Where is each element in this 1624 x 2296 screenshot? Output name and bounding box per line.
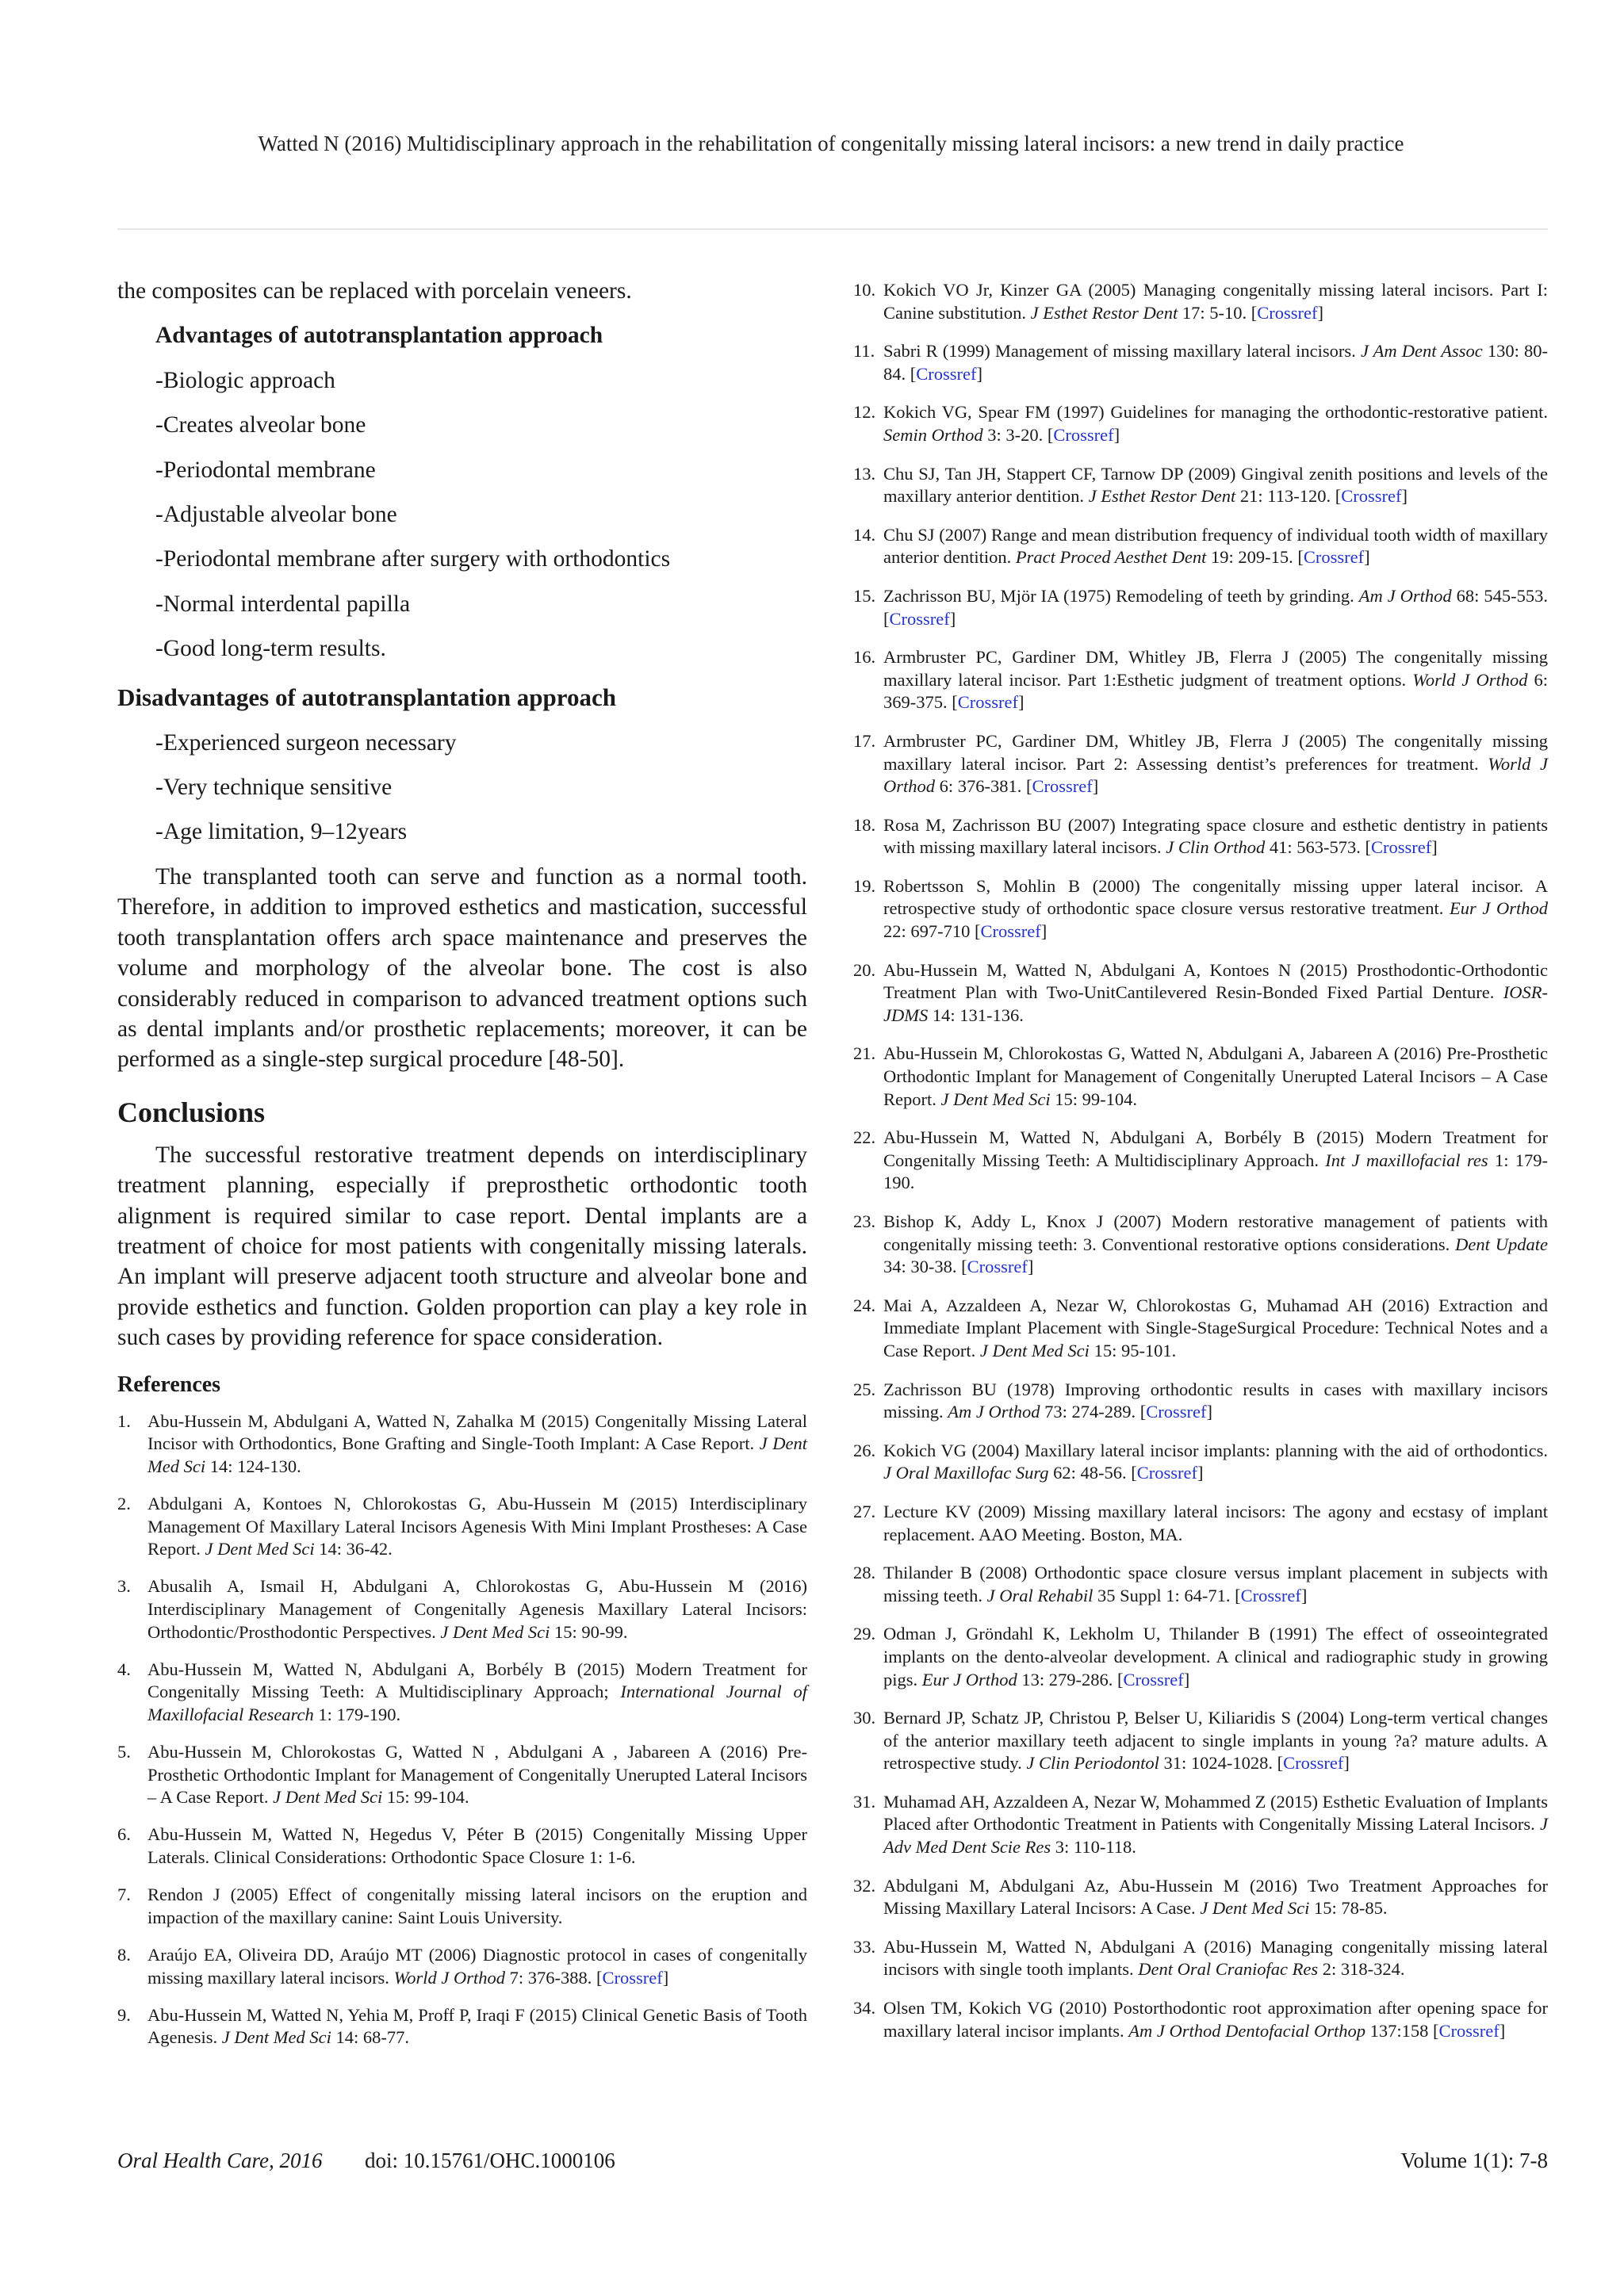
reference-item <box>853 1295 1548 1363</box>
reference-number: 15. <box>853 585 876 606</box>
reference-journal: International Journal of Maxillofacial Research <box>147 1682 808 1724</box>
reference-item <box>853 1997 1548 2042</box>
reference-item <box>853 279 1548 324</box>
reference-citation: Abdulgani A, Kontoes N, Chlorokostas G, Abu-Hussein M (2015) Interdisciplinary Management Of Maxillary Lateral Incisors Agenesis With Mini Implant Prostheses: A Case Report. <box>147 1493 807 1559</box>
reference-text <box>883 1127 1548 1195</box>
reference-journal: J Oral Maxillofac Surg <box>883 1463 1049 1483</box>
reference-number: 10. <box>853 280 876 300</box>
reference-item <box>853 814 1548 859</box>
disadvantages-item: -Age limitation, 9–12years <box>155 819 408 845</box>
reference-volume-pages: 68: 545-553. <box>1456 585 1549 606</box>
footer-volume: Volume 1(1): 7-8 <box>1400 2149 1548 2172</box>
left-column <box>117 276 807 2064</box>
reference-text <box>883 959 1548 1027</box>
reference-volume-pages: 41: 563-573. <box>1269 837 1361 858</box>
reference-citation: Mai A, Azzaldeen A, Nezar W, Chlorokostas G, Muhamad AH (2016) Extraction and Immediate Implant Placement with Single-StageSurgical Procedure: Technical Notes and a Case Report. <box>883 1295 1548 1360</box>
crossref-link[interactable]: Crossref <box>1283 1753 1344 1774</box>
reference-volume-pages: 15: 78-85. <box>1314 1898 1388 1919</box>
reference-text <box>147 2004 807 2049</box>
advantages-item: -Normal interdental papilla <box>155 591 411 617</box>
reference-item <box>853 1127 1548 1195</box>
crossref-link[interactable]: Crossref <box>889 608 950 629</box>
reference-journal: World J Orthod <box>883 753 1549 797</box>
reference-text: Chu SJ, Tan JH, Stappert CF, Tarnow DP (2009) Gingival zenith positions and levels of the maxillary anterior dentition. J Esthet Restor Dent 21: 113-120. [Crossref] <box>883 463 1548 507</box>
reference-journal: Eur J Orthod <box>1450 898 1548 919</box>
reference-citation: Sabri R (1999) Management of missing maxillary lateral incisors. <box>883 341 1356 362</box>
reference-item <box>853 1707 1548 1775</box>
reference-citation: Armbruster PC, Gardiner DM, Whitley JB, Flerra J (2005) The congenitally missing maxillary lateral incisor. Part 2: Assessing dentist’s preferences for treatment. <box>883 730 1548 774</box>
references-list-right <box>853 279 1548 2042</box>
reference-journal: J Dent Med Sci <box>147 1433 807 1476</box>
reference-volume-pages: 31: 1024-1028. <box>1163 1753 1273 1774</box>
reference-volume-pages: 73: 274-289. <box>1044 1402 1136 1422</box>
reference-journal: J Dent Med Sci <box>1200 1898 1310 1919</box>
reference-journal: J Dent Med Sci <box>979 1340 1090 1360</box>
reference-journal: World J Orthod <box>1412 669 1528 690</box>
reference-citation: Kokich VG (2004) Maxillary lateral incisor implants: planning with the aid of orthodontics. <box>883 1440 1548 1460</box>
reference-volume-pages: 14: 68-77. <box>335 2027 409 2048</box>
reference-number: 11. <box>853 341 875 362</box>
disadvantages-item: -Very technique sensitive <box>155 775 393 801</box>
reference-number: 2. <box>117 1493 131 1513</box>
reference-citation: Abu-Hussein M, Watted N, Abdulgani A, Kontoes N (2015) Prosthodontic-Orthodontic Treatment Plan with Two-UnitCantilevered Resin-Bonded Fixed Partial Denture. <box>883 959 1548 1003</box>
reference-volume-pages: 137:158 <box>1369 2020 1429 2041</box>
reference-journal: J Dent Med Sci <box>940 1089 1051 1109</box>
reference-volume-pages: 15: 95-101. <box>1094 1340 1177 1360</box>
reference-item <box>853 1562 1548 1607</box>
reference-citation: Bishop K, Addy L, Knox J (2007) Modern restorative management of patients with congenitally missing teeth: 3. Conventional restorative options considerations. <box>883 1211 1548 1254</box>
reference-citation: Thilander B (2008) Orthodontic space closure versus implant placement in subjects with missing teeth. <box>883 1563 1548 1605</box>
advantages-item: -Adjustable alveolar bone <box>155 502 397 528</box>
advantages-item: -Periodontal membrane after surgery with orthodontics <box>155 546 671 572</box>
reference-text: Zachrisson BU, Mjör IA (1975) Remodeling of teeth by grinding. Am J Orthod 68: 545-553. [Crossref] <box>883 585 1549 629</box>
reference-item <box>853 524 1548 569</box>
crossref-link[interactable]: Crossref <box>1053 424 1114 445</box>
reference-text <box>883 1875 1548 1920</box>
reference-text: Kokich VG, Spear FM (1997) Guidelines for managing the orthodontic-restorative patient. Semin Orthod 3: 3-20. [Crossref] <box>883 402 1548 445</box>
reference-number: 25. <box>853 1379 876 1399</box>
reference-number: 7. <box>117 1885 131 1905</box>
reference-journal: J Clin Orthod <box>1166 837 1266 858</box>
reference-number: 20. <box>853 959 876 980</box>
reference-number: 9. <box>117 2004 131 2025</box>
reference-journal: Dent Update <box>1455 1234 1549 1254</box>
reference-item <box>853 1936 1548 1981</box>
reference-citation: Zachrisson BU (1978) Improving orthodontic results in cases with maxillary incisors missing. <box>883 1379 1548 1422</box>
reference-journal: Am J Orthod <box>1358 585 1452 606</box>
reference-journal: J Adv Med Dent Scie Res <box>883 1814 1549 1858</box>
reference-journal: Am J Orthod Dentofacial Orthop <box>1128 2020 1366 2041</box>
reference-number: 12. <box>853 402 876 423</box>
reference-journal: IOSR-JDMS <box>883 982 1549 1025</box>
reference-volume-pages: 1: 179-190. <box>318 1704 401 1724</box>
reference-item <box>853 875 1548 943</box>
reference-number: 16. <box>853 647 876 668</box>
reference-citation: Abdulgani M, Abdulgani Az, Abu-Hussein M (2016) Two Treatment Approaches for Missing Maxillary Lateral Incisors: A Case. <box>883 1875 1548 1919</box>
reference-volume-pages: 62: 48-56. <box>1053 1463 1127 1483</box>
reference-text <box>147 1410 807 1479</box>
reference-journal: J Oral Rehabil <box>986 1585 1094 1605</box>
reference-number: 1. <box>117 1410 131 1431</box>
reference-number: 28. <box>853 1563 876 1583</box>
reference-text <box>883 1791 1548 1859</box>
reference-journal: Eur J Orthod <box>921 1669 1017 1689</box>
reference-volume-pages: 34: 30-38. <box>883 1257 957 1277</box>
reference-journal: Semin Orthod <box>883 424 983 445</box>
reference-text <box>883 1501 1548 1546</box>
reference-item <box>117 2004 807 2049</box>
reference-citation: Kokich VO Jr, Kinzer GA (2005) Managing congenitally missing lateral incisors. Part I: Canine substitution. <box>883 280 1548 323</box>
reference-text <box>883 1295 1548 1363</box>
reference-number: 17. <box>853 730 876 751</box>
reference-journal: Dent Oral Craniofac Res <box>1138 1959 1319 1980</box>
reference-number: 3. <box>117 1576 131 1597</box>
crossref-link[interactable]: Crossref <box>1303 547 1365 568</box>
running-header: Watted N (2016) Multidisciplinary approach in the rehabilitation of congenitally missing lateral incisors: a new trend in daily practice <box>258 132 1404 155</box>
reference-item <box>853 1791 1548 1859</box>
footer-doi: doi: 10.15761/OHC.1000106 <box>365 2149 615 2172</box>
reference-number: 5. <box>117 1742 131 1762</box>
reference-text <box>147 1823 807 1869</box>
reference-citation: Rosa M, Zachrisson BU (2007) Integrating space closure and esthetic dentistry in patients with missing maxillary lateral incisors. <box>883 814 1548 858</box>
reference-item <box>853 463 1548 508</box>
disadvantages-item: -Experienced surgeon necessary <box>155 729 457 756</box>
reference-item <box>117 1741 807 1809</box>
reference-citation: Zachrisson BU, Mjör IA (1975) Remodeling of teeth by grinding. <box>883 585 1354 606</box>
reference-text: Armbruster PC, Gardiner DM, Whitley JB, Flerra J (2005) The congenitally missing maxillary lateral incisor. Part 1:Esthetic judgment of treatment options. World J Orthod 6: 369-375. [Crossref] <box>883 647 1549 713</box>
crossref-link[interactable]: Crossref <box>1136 1463 1197 1483</box>
reference-text: Odman J, Gröndahl K, Lekholm U, Thilander B (1991) The effect of osseointegrated implants on the dento-alveolar development. A clinical and radiographic study in growing pigs. Eur J Orthod 13: 279-286. [Crossref] <box>883 1624 1548 1689</box>
reference-item <box>853 1379 1548 1424</box>
reference-journal: J Dent Med Sci <box>440 1621 550 1642</box>
reference-text: Kokich VG (2004) Maxillary lateral incisor implants: planning with the aid of orthodontics. J Oral Maxillofac Surg 62: 48-56. [Crossref] <box>883 1440 1548 1483</box>
reference-journal: J Esthet Restor Dent <box>1088 486 1236 507</box>
reference-citation: Rendon J (2005) Effect of congenitally missing lateral incisors on the eruption and impaction of the maxillary canine: Saint Louis University. <box>147 1885 807 1927</box>
reference-citation: Robertsson S, Mohlin B (2000) The congenitally missing upper lateral incisor. A retrospective study of orthodontic space closure versus restorative treatment. <box>883 875 1548 919</box>
disadvantages-list <box>117 728 807 848</box>
reference-volume-pages: 14: 124-130. <box>209 1456 301 1476</box>
reference-item <box>853 1440 1548 1485</box>
reference-journal: Am J Orthod <box>948 1402 1040 1422</box>
reference-number: 22. <box>853 1127 876 1148</box>
reference-citation: Chu SJ, Tan JH, Stappert CF, Tarnow DP (2009) Gingival zenith positions and levels of the maxillary anterior dentition. <box>883 463 1548 507</box>
reference-journal: Pract Proced Aesthet Dent <box>1015 547 1207 568</box>
advantages-list <box>117 365 807 664</box>
reference-volume-pages: 1: 179-190. <box>883 1150 1549 1193</box>
reference-number: 4. <box>117 1659 131 1679</box>
crossref-link[interactable]: Crossref <box>1240 1585 1301 1605</box>
reference-citation: Armbruster PC, Gardiner DM, Whitley JB, Flerra J (2005) The congenitally missing maxillary lateral incisor. Part 1:Esthetic judgment of treatment options. <box>883 647 1548 690</box>
reference-text: Rosa M, Zachrisson BU (2007) Integrating space closure and esthetic dentistry in patients with missing maxillary lateral incisors. J Clin Orthod 41: 563-573. [Crossref] <box>883 814 1548 858</box>
reference-text <box>147 1493 807 1561</box>
reference-number: 32. <box>853 1875 876 1896</box>
reference-text: Bishop K, Addy L, Knox J (2007) Modern restorative management of patients with congenitally missing teeth: 3. Conventional restorative options considerations. Dent Update 34: 30-38. [Crossref] <box>883 1211 1549 1277</box>
transplant-paragraph: The transplanted tooth can serve and function as a normal tooth. Therefore, in addition to improved esthetics and mastication, successful tooth transplantation offers arch space maintenance and preserves the volume and morphology of the alveolar bone. The cost is also considerably reduced in comparison to advanced treatment options such as dental implants and/or prosthetic replacements; moreover, it can be performed as a single-step surgical procedure [48-50]. <box>117 863 807 1073</box>
reference-item <box>853 1501 1548 1546</box>
advantages-item: -Biologic approach <box>155 367 335 393</box>
reference-volume-pages: 17: 5-10. <box>1182 302 1247 323</box>
reference-volume-pages: 15: 99-104. <box>1055 1089 1137 1109</box>
reference-item <box>117 1659 807 1727</box>
reference-item <box>117 1823 807 1869</box>
opening-line: the composites can be replaced with porcelain veneers. <box>117 278 632 304</box>
reference-item <box>117 1575 807 1644</box>
reference-volume-pages: 14: 36-42. <box>319 1539 393 1559</box>
reference-citation: Abu-Hussein M, Watted N, Abdulgani A, Borbély B (2015) Modern Treatment for Congenitally Missing Teeth: A Multidisciplinary Approach; <box>147 1659 807 1702</box>
reference-item <box>117 1410 807 1479</box>
reference-volume-pages: 15: 99-104. <box>386 1787 469 1808</box>
reference-text <box>147 1575 807 1644</box>
advantages-item: -Good long-term results. <box>155 636 386 662</box>
reference-number: 29. <box>853 1624 876 1644</box>
advantages-item: -Periodontal membrane <box>155 457 376 483</box>
reference-item <box>853 1875 1548 1920</box>
reference-text <box>147 1659 807 1727</box>
reference-number: 21. <box>853 1043 876 1064</box>
reference-journal: J Clin Periodontol <box>1026 1753 1159 1774</box>
reference-number: 24. <box>853 1295 876 1315</box>
reference-citation: Abu-Hussein M, Watted N, Hegedus V, Péter B (2015) Congenitally Missing Upper Laterals. Clinical Considerations: Orthodontic Space Closure 1: 1-6. <box>147 1824 807 1868</box>
reference-citation: Chu SJ (2007) Range and mean distribution frequency of individual tooth width of maxillary anterior dentition. <box>883 524 1548 568</box>
crossref-link[interactable]: Crossref <box>1341 486 1402 507</box>
reference-text: Sabri R (1999) Management of missing maxillary lateral incisors. J Am Dent Assoc 130: 80-84. [Crossref] <box>883 341 1549 384</box>
crossref-link[interactable]: Crossref <box>1123 1669 1184 1689</box>
crossref-link[interactable]: Crossref <box>957 692 1018 713</box>
reference-number: 31. <box>853 1791 876 1812</box>
reference-citation: Abu-Hussein M, Chlorokostas G, Watted N , Abdulgani A , Jabareen A (2016) Pre-Prosthetic Orthodontic Implant for Management of Congenitally Unerupted Lateral Incisors – A Case Report. <box>147 1742 807 1808</box>
reference-number: 14. <box>853 524 876 545</box>
crossref-link[interactable]: Crossref <box>1146 1402 1207 1422</box>
reference-text: Kokich VO Jr, Kinzer GA (2005) Managing congenitally missing lateral incisors. Part I: Canine substitution. J Esthet Restor Dent 17: 5-10. [Crossref] <box>883 280 1548 323</box>
reference-citation: Odman J, Gröndahl K, Lekholm U, Thilander B (1991) The effect of osseointegrated implants on the dento-alveolar development. A clinical and radiographic study in growing pigs. <box>883 1624 1548 1689</box>
reference-volume-pages: 7: 376-388. <box>509 1967 592 1988</box>
reference-text: Chu SJ (2007) Range and mean distribution frequency of individual tooth width of maxillary anterior dentition. Pract Proced Aesthet Dent 19: 209-15. [Crossref] <box>883 524 1548 568</box>
reference-number: 18. <box>853 814 876 835</box>
reference-journal: J Dent Med Sci <box>273 1787 383 1808</box>
reference-citation: Bernard JP, Schatz JP, Christou P, Belser U, Kiliaridis S (2004) Long-term vertical changes of the anterior maxillary teeth adjacent to single implants in young ?a? mature adults. A retrospective study. <box>883 1708 1548 1774</box>
reference-citation: Abusalih A, Ismail H, Abdulgani A, Chlorokostas G, Abu-Hussein M (2016) Interdisciplinary Management of Congenitally Agenesis Maxillary Lateral Incisors: Orthodontic/Prosthodontic Perspectives. <box>147 1576 807 1642</box>
reference-text: Olsen TM, Kokich VG (2010) Postorthodontic root approximation after opening space for maxillary lateral incisor implants. Am J Orthod Dentofacial Orthop 137:158 [Crossref] <box>883 1998 1548 2041</box>
reference-citation: Abu-Hussein M, Watted N, Yehia M, Proff P, Iraqi F (2015) Clinical Genetic Basis of Tooth Agenesis. <box>147 2004 807 2048</box>
reference-item <box>853 646 1548 714</box>
reference-citation: Lecture KV (2009) Missing maxillary lateral incisors: The agony and ecstasy of implant replacement. AAO Meeting. Boston, MA. <box>883 1501 1548 1544</box>
reference-text <box>883 1043 1548 1111</box>
reference-volume-pages: 3: 3-20. <box>987 424 1044 445</box>
reference-item <box>853 585 1548 630</box>
reference-number: 6. <box>117 1824 131 1845</box>
reference-item <box>853 1043 1548 1111</box>
reference-journal: World J Orthod <box>393 1967 505 1988</box>
reference-item <box>117 1884 807 1929</box>
reference-text: Araújo EA, Oliveira DD, Araújo MT (2006) Diagnostic protocol in cases of congenitally missing maxillary lateral incisors. World J Orthod 7: 376-388. [Crossref] <box>147 1945 807 1988</box>
reference-journal: J Dent Med Sci <box>205 1539 315 1559</box>
reference-volume-pages: 3: 110-118. <box>1055 1837 1136 1858</box>
reference-text: Armbruster PC, Gardiner DM, Whitley JB, Flerra J (2005) The congenitally missing maxillary lateral incisor. Part 2: Assessing dentist’s preferences for treatment. World J Orthod 6: 376-381. [Crossref] <box>883 730 1549 797</box>
reference-item <box>853 959 1548 1027</box>
reference-volume-pages: 130: 80-84. <box>883 341 1549 384</box>
reference-text <box>147 1884 807 1929</box>
crossref-link[interactable]: Crossref <box>1257 302 1318 323</box>
reference-number: 27. <box>853 1501 876 1521</box>
references-list-left <box>117 1410 807 2049</box>
advantages-heading: Advantages of autotransplantation approach <box>155 323 603 349</box>
reference-number: 34. <box>853 1998 876 2019</box>
reference-citation: Kokich VG, Spear FM (1997) Guidelines for managing the orthodontic-restorative patient. <box>883 402 1548 423</box>
reference-journal: J Am Dent Assoc <box>1360 341 1483 362</box>
reference-citation: Abu-Hussein M, Abdulgani A, Watted N, Zahalka M (2015) Congenitally Missing Lateral Incisor with Orthodontics, Bone Grafting and Single-Tooth Implant: A Case Report. <box>147 1410 807 1454</box>
reference-volume-pages: 19: 209-15. <box>1211 547 1293 568</box>
reference-volume-pages: 35 Suppl 1: 64-71. <box>1097 1585 1231 1605</box>
crossref-link[interactable]: Crossref <box>1032 776 1093 797</box>
reference-item <box>117 1944 807 1989</box>
reference-item <box>853 730 1548 798</box>
reference-volume-pages: 6: 376-381. <box>939 776 1022 797</box>
reference-volume-pages: 21: 113-120. <box>1239 486 1331 507</box>
reference-item <box>853 401 1548 446</box>
reference-text: Thilander B (2008) Orthodontic space closure versus implant placement in subjects with missing teeth. J Oral Rehabil 35 Suppl 1: 64-71. [Crossref] <box>883 1563 1548 1605</box>
footer-journal: Oral Health Care, 2016 <box>117 2149 323 2172</box>
reference-number: 8. <box>117 1945 131 1965</box>
references-heading: References <box>117 1372 221 1397</box>
reference-volume-pages: 6: 369-375. <box>883 669 1549 713</box>
crossref-link[interactable]: Crossref <box>1438 2020 1500 2041</box>
reference-journal: J Esthet Restor Dent <box>1030 302 1178 323</box>
advantages-item: -Creates alveolar bone <box>155 412 366 438</box>
crossref-link[interactable]: Crossref <box>1370 837 1432 858</box>
reference-citation: Abu-Hussein M, Watted N, Abdulgani A (2016) Managing congenitally missing lateral incisors with single tooth implants. <box>883 1936 1548 1980</box>
reference-journal: J Dent Med Sci <box>221 2027 331 2048</box>
conclusions-heading: Conclusions <box>117 1096 266 1128</box>
reference-volume-pages: 22: 697-710 <box>883 921 971 942</box>
reference-text: Bernard JP, Schatz JP, Christou P, Belser U, Kiliaridis S (2004) Long-term vertical changes of the anterior maxillary teeth adjacent to single implants in young ?a? mature adults. A retrospective study. J Clin Periodontol 31: 1024-1028. [Crossref] <box>883 1708 1548 1774</box>
reference-number: 19. <box>853 875 876 896</box>
reference-text: Robertsson S, Mohlin B (2000) The congenitally missing upper lateral incisor. A retrospective study of orthodontic space closure versus restorative treatment. Eur J Orthod 22: 697-710 [Crossref] <box>883 875 1548 942</box>
reference-volume-pages: 14: 131-136. <box>932 1004 1024 1025</box>
reference-item <box>853 1211 1548 1279</box>
reference-citation: Muhamad AH, Azzaldeen A, Nezar W, Mohammed Z (2015) Esthetic Evaluation of Implants Placed after Orthodontic Treatment in Patients with Congenitally Missing Lateral Incisors. <box>883 1791 1548 1835</box>
reference-number: 13. <box>853 463 876 484</box>
right-column <box>853 279 1548 2058</box>
crossref-link[interactable]: Crossref <box>916 363 977 384</box>
reference-number: 33. <box>853 1936 876 1957</box>
reference-text <box>147 1741 807 1809</box>
crossref-link[interactable]: Crossref <box>980 921 1041 942</box>
header-divider <box>117 228 1548 230</box>
reference-text <box>883 1936 1548 1981</box>
reference-citation: Olsen TM, Kokich VG (2010) Postorthodontic root approximation after opening space for maxillary lateral incisor implants. <box>883 1998 1548 2041</box>
crossref-link[interactable]: Crossref <box>967 1257 1028 1277</box>
disadvantages-heading: Disadvantages of autotransplantation approach <box>117 683 616 711</box>
reference-journal: Int J maxillofacial res <box>1325 1150 1488 1170</box>
reference-number: 30. <box>853 1708 876 1728</box>
reference-item <box>853 1623 1548 1691</box>
reference-text: Zachrisson BU (1978) Improving orthodontic results in cases with maxillary incisors missing. Am J Orthod 73: 274-289. [Crossref] <box>883 1379 1548 1422</box>
conclusions-paragraph: The successful restorative treatment depends on interdisciplinary treatment planning, especially if preprosthetic orthodontic tooth alignment is required similar to case report. Dental implants are a treatment of choice for most patients with congenitally missing laterals. An implant will preserve adjacent tooth structure and alveolar bone and provide esthetics and function. Golden proportion can play a key role in such cases by providing reference for space consideration. <box>117 1142 807 1351</box>
reference-item <box>853 340 1548 385</box>
reference-volume-pages: 15: 90-99. <box>554 1621 628 1642</box>
reference-citation: Abu-Hussein M, Chlorokostas G, Watted N, Abdulgani A, Jabareen A (2016) Pre-Prosthetic Orthodontic Implant for Management of Congenitally Unerupted Lateral Incisors – A Case Report. <box>883 1043 1548 1109</box>
reference-item <box>117 1493 807 1561</box>
reference-volume-pages: 2: 318-324. <box>1322 1959 1405 1980</box>
reference-number: 23. <box>853 1211 876 1231</box>
reference-citation: Araújo EA, Oliveira DD, Araújo MT (2006) Diagnostic protocol in cases of congenitally missing maxillary lateral incisors. <box>147 1945 807 1988</box>
reference-number: 26. <box>853 1440 876 1460</box>
reference-volume-pages: 13: 279-286. <box>1021 1669 1113 1689</box>
crossref-link[interactable]: Crossref <box>602 1967 663 1988</box>
reference-citation: Abu-Hussein M, Watted N, Abdulgani A, Borbély B (2015) Modern Treatment for Congenitally Missing Teeth: A Multidisciplinary Approach. <box>883 1127 1548 1170</box>
